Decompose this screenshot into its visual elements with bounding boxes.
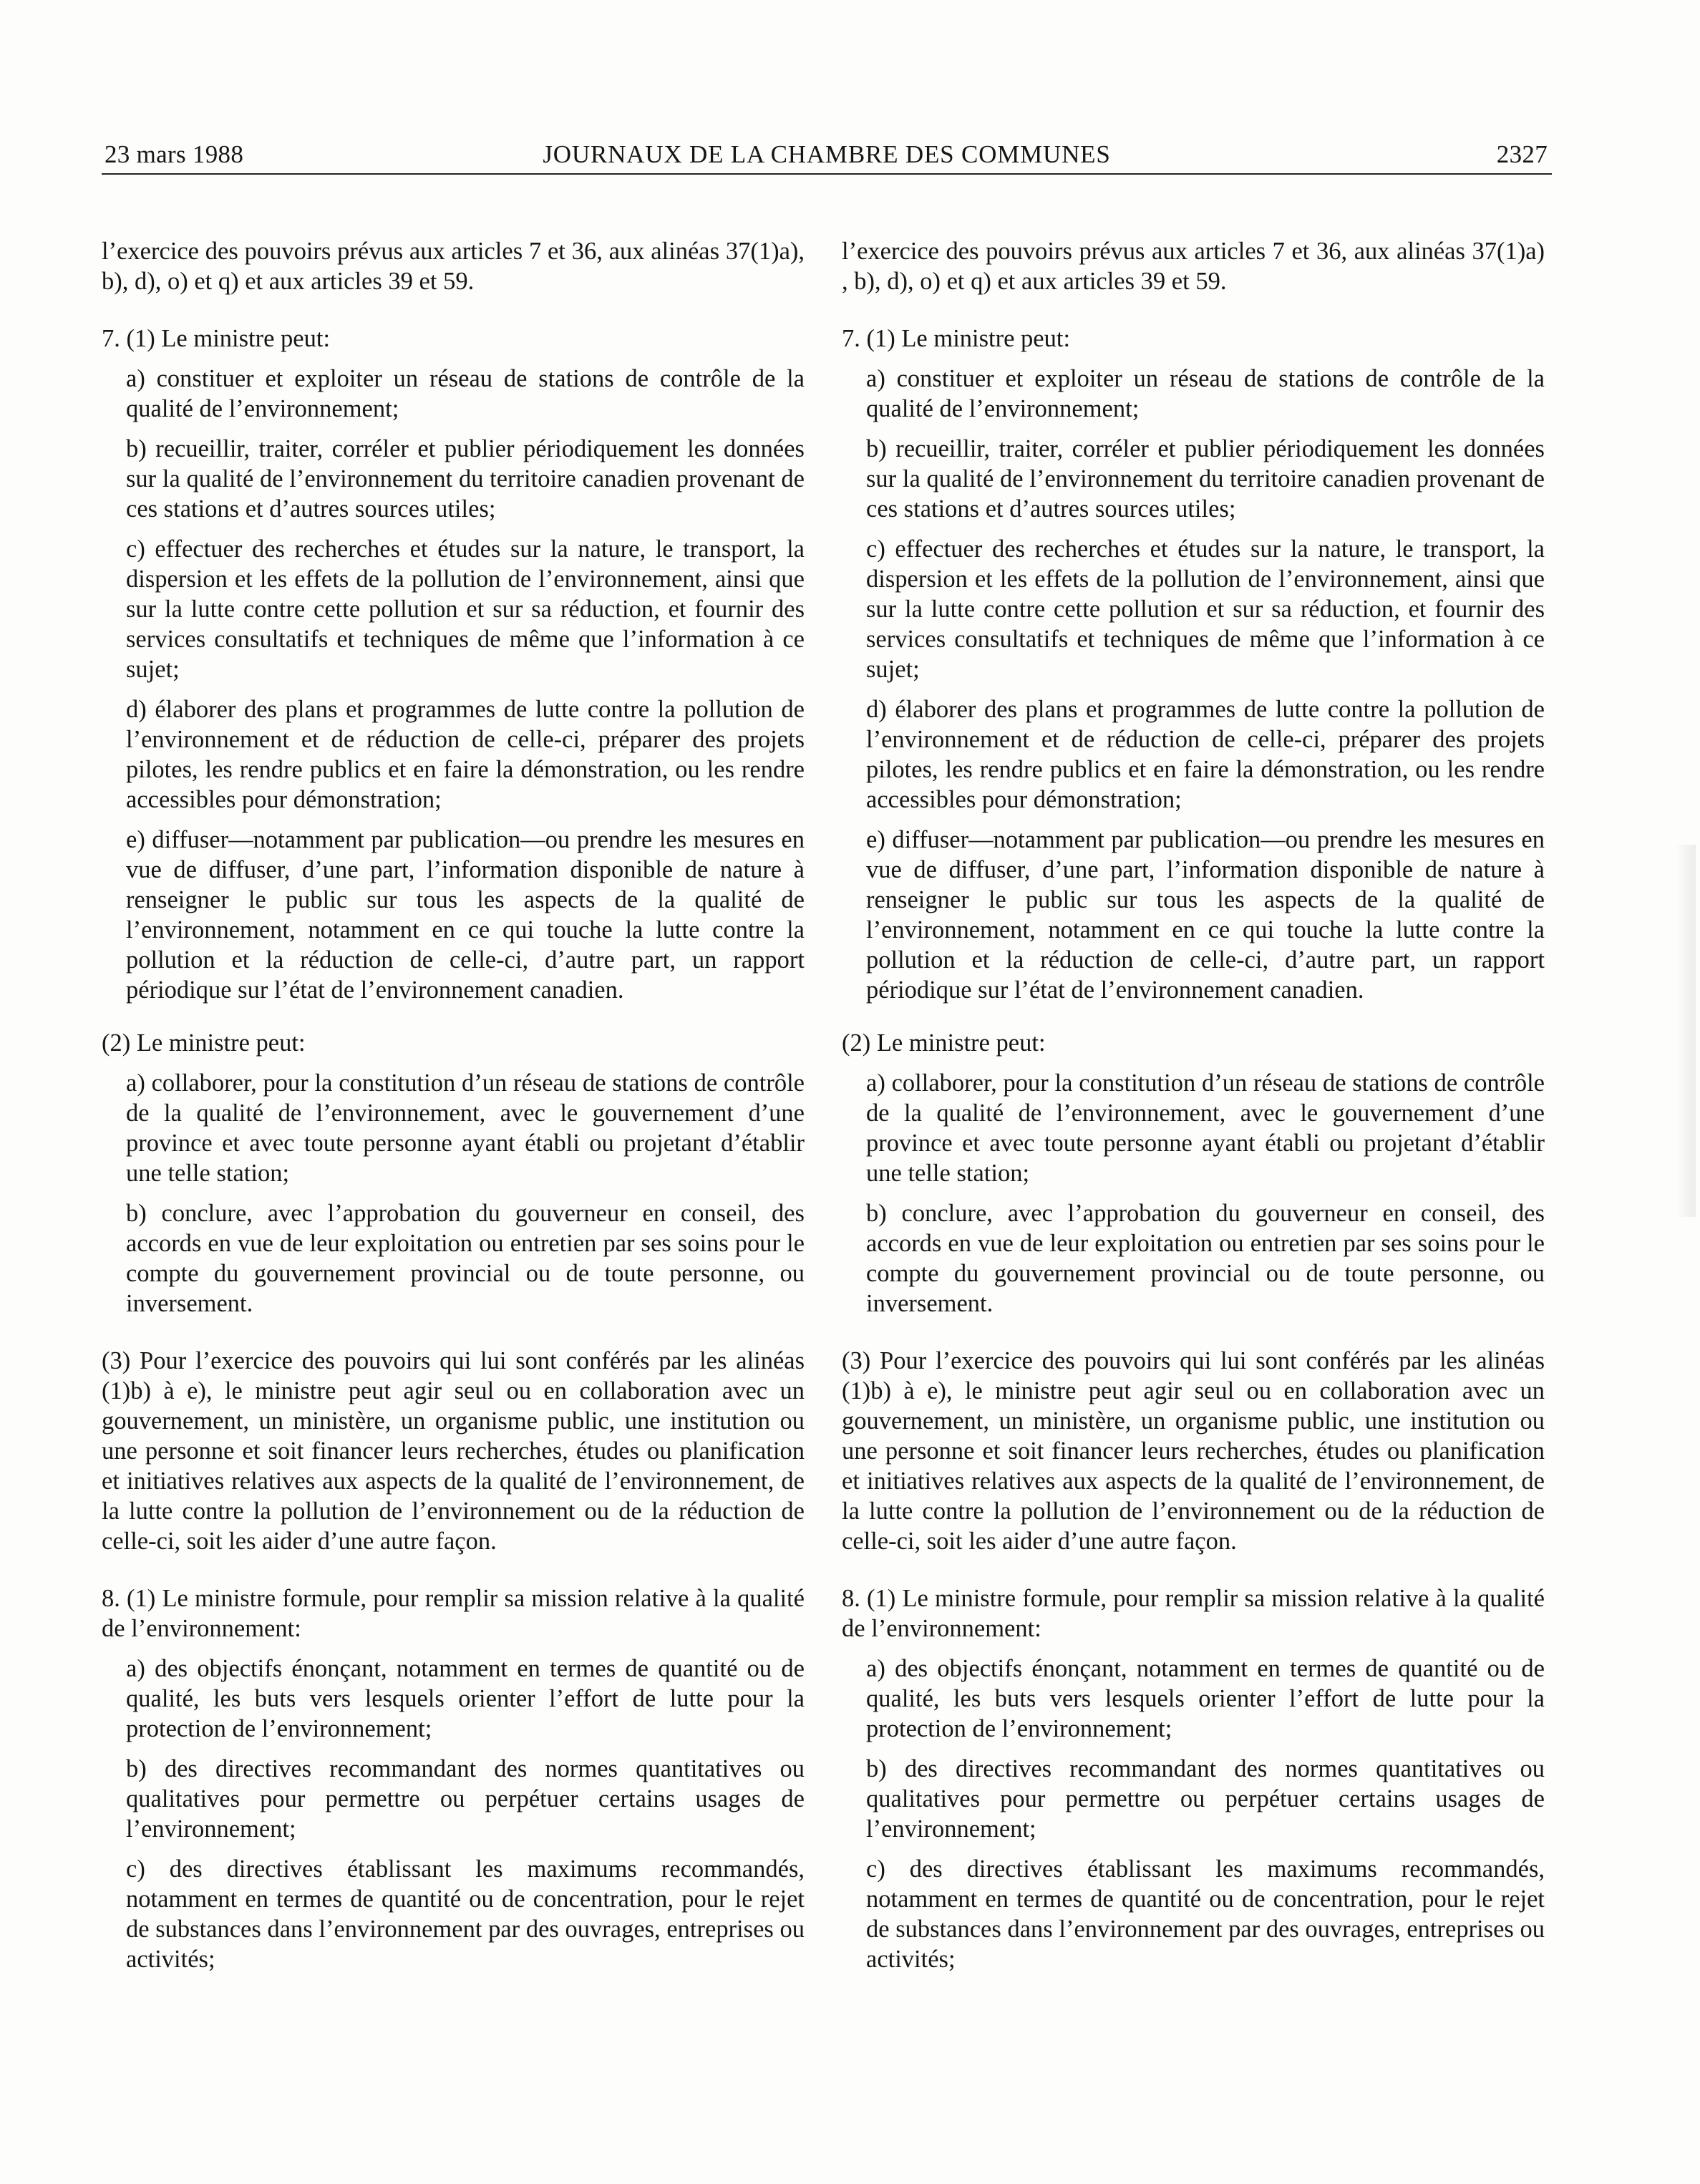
section-7-2-a: a) collaborer, pour la constitution d’un réseau de stations de contrôle de la qualité de l’environnement, avec le gouvernement d’une province et avec toute personne ayant établi ou projetant d’établir une telle station;	[126, 1069, 805, 1187]
section-7-2-a: a) collaborer, pour la constitution d’un réseau de stations de contrôle de la qualité de l’environnement, avec le gouvernement d’une province et avec toute personne ayant établi ou projetant d’établir une telle station;	[866, 1069, 1545, 1187]
section-8-1-b: b) des directives recommandant des normes quantitatives ou qualitatives pour permettre ou perpétuer certains usages de l’environnement;	[126, 1755, 805, 1843]
intro-paragraph: l’exercice des pouvoirs prévus aux articles 7 et 36, aux alinéas 37(1)a) , b), d), o) et q) et aux articles 39 et 59.	[842, 238, 1545, 295]
section-7-1-heading: 7. (1) Le ministre peut:	[102, 325, 331, 352]
section-7-1-b: b) recueillir, traiter, corréler et publier périodiquement les données sur la qualité de l’environnement du territoire canadien provenant de ces stations et d’autres sources utiles;	[126, 435, 805, 523]
section-8-1-c: c) des directives établissant les maximums recommandés, notamment en termes de quantité ou de concentration, pour le rejet de substances dans l’environnement par des ouvrages, entreprises ou activités;	[126, 1855, 805, 1973]
section-8-1-heading: 8. (1) Le ministre formule, pour remplir sa mission relative à la qualité de l’environnement:	[842, 1585, 1545, 1642]
section-7-1-d: d) élaborer des plans et programmes de lutte contre la pollution de l’environnement et de réduction de celle-ci, préparer des projets pilotes, les rendre publics et en faire la démonstration, ou les rendre accessibles pour démonstration;	[126, 696, 805, 813]
section-8-1-a: a) des objectifs énonçant, notamment en termes de quantité ou de qualité, les buts vers lesquels orienter l’effort de lutte pour la protection de l’environnement;	[866, 1655, 1545, 1742]
section-7-3: (3) Pour l’exercice des pouvoirs qui lui sont conférés par les alinéas (1)b) à e), le ministre peut agir seul ou en collaboration avec un gouvernement, un ministère, un organisme public, une institution ou une personne et soit financer leurs recherches, études ou planification et initiatives relatives aux aspects de la qualité de l’environnement, de la lutte contre la pollution de l’environnement ou de la réduction de celle-ci, soit les aider d’une autre façon.	[842, 1347, 1545, 1555]
scan-edge-shading	[1676, 845, 1696, 1217]
section-7-1-a: a) constituer et exploiter un réseau de stations de contrôle de la qualité de l’environnement;	[126, 365, 805, 422]
section-8-1-c: c) des directives établissant les maximums recommandés, notamment en termes de quantité ou de concentration, pour le rejet de substances dans l’environnement par des ouvrages, entreprises ou activités;	[866, 1855, 1545, 1973]
header-date: 23 mars 1988	[105, 140, 244, 168]
section-8-1-b: b) des directives recommandant des normes quantitatives ou qualitatives pour permettre ou perpétuer certains usages de l’environnement;	[866, 1755, 1545, 1843]
right-column	[842, 236, 1545, 1974]
section-7-1-c: c) effectuer des recherches et études sur la nature, le transport, la dispersion et les effets de la pollution de l’environnement, ainsi que sur la lutte contre cette pollution et sur sa réduction, et fournir des services consultatifs et techniques de même que l’information à ce sujet;	[126, 535, 805, 683]
section-7-2-b: b) conclure, avec l’approbation du gouverneur en conseil, des accords en vue de leur exploitation ou entretien par ses soins pour le compte du gouvernement provincial ou de toute personne, ou inversement.	[866, 1200, 1545, 1317]
section-7-1-b: b) recueillir, traiter, corréler et publier périodiquement les données sur la qualité de l’environnement du territoire canadien provenant de ces stations et d’autres sources utiles;	[866, 435, 1545, 523]
section-7-1-c: c) effectuer des recherches et études sur la nature, le transport, la dispersion et les effets de la pollution de l’environnement, ainsi que sur la lutte contre cette pollution et sur sa réduction, et fournir des services consultatifs et techniques de même que l’information à ce sujet;	[866, 535, 1545, 683]
page-number: 2327	[1496, 140, 1548, 168]
section-7-1-d: d) élaborer des plans et programmes de lutte contre la pollution de l’environnement et de réduction de celle-ci, préparer des projets pilotes, les rendre publics et en faire la démonstration, ou les rendre accessibles pour démonstration;	[866, 696, 1545, 813]
section-8-1-heading: 8. (1) Le ministre formule, pour remplir sa mission relative à la qualité de l’environnement:	[102, 1585, 805, 1642]
left-column	[102, 236, 805, 1974]
section-7-1-e: e) diffuser—notamment par publication—ou prendre les mesures en vue de diffuser, d’une part, l’information disponible de nature à renseigner le public sur tous les aspects de la qualité de l’environnement, notamment en ce qui touche la lutte contre la pollution et la réduction de celle-ci, d’autre part, un rapport périodique sur l’état de l’environnement canadien.	[866, 826, 1545, 1004]
section-7-2-heading: (2) Le ministre peut:	[102, 1029, 306, 1057]
section-7-1-a: a) constituer et exploiter un réseau de stations de contrôle de la qualité de l’environnement;	[866, 365, 1545, 422]
section-8-1-a: a) des objectifs énonçant, notamment en termes de quantité ou de qualité, les buts vers lesquels orienter l’effort de lutte pour la protection de l’environnement;	[126, 1655, 805, 1742]
section-7-1-e: e) diffuser—notamment par publication—ou prendre les mesures en vue de diffuser, d’une part, l’information disponible de nature à renseigner le public sur tous les aspects de la qualité de l’environnement, notamment en ce qui touche la lutte contre la pollution et la réduction de celle-ci, d’autre part, un rapport périodique sur l’état de l’environnement canadien.	[126, 826, 805, 1004]
section-7-1-heading: 7. (1) Le ministre peut:	[842, 325, 1071, 352]
section-7-2-heading: (2) Le ministre peut:	[842, 1029, 1046, 1057]
section-7-2-b: b) conclure, avec l’approbation du gouverneur en conseil, des accords en vue de leur exploitation ou entretien par ses soins pour le compte du gouvernement provincial ou de toute personne, ou inversement.	[126, 1200, 805, 1317]
section-7-3: (3) Pour l’exercice des pouvoirs qui lui sont conférés par les alinéas (1)b) à e), le ministre peut agir seul ou en collaboration avec un gouvernement, un ministère, un organisme public, une institution ou une personne et soit financer leurs recherches, études ou planification et initiatives relatives aux aspects de la qualité de l’environnement, de la lutte contre la pollution de l’environnement ou de la réduction de celle-ci, soit les aider d’une autre façon.	[102, 1347, 805, 1555]
intro-paragraph: l’exercice des pouvoirs prévus aux articles 7 et 36, aux alinéas 37(1)a), b), d), o) et q) et aux articles 39 et 59.	[102, 238, 805, 295]
header-title: JOURNAUX DE LA CHAMBRE DES COMMUNES	[543, 140, 1111, 168]
page-header	[102, 137, 1552, 175]
